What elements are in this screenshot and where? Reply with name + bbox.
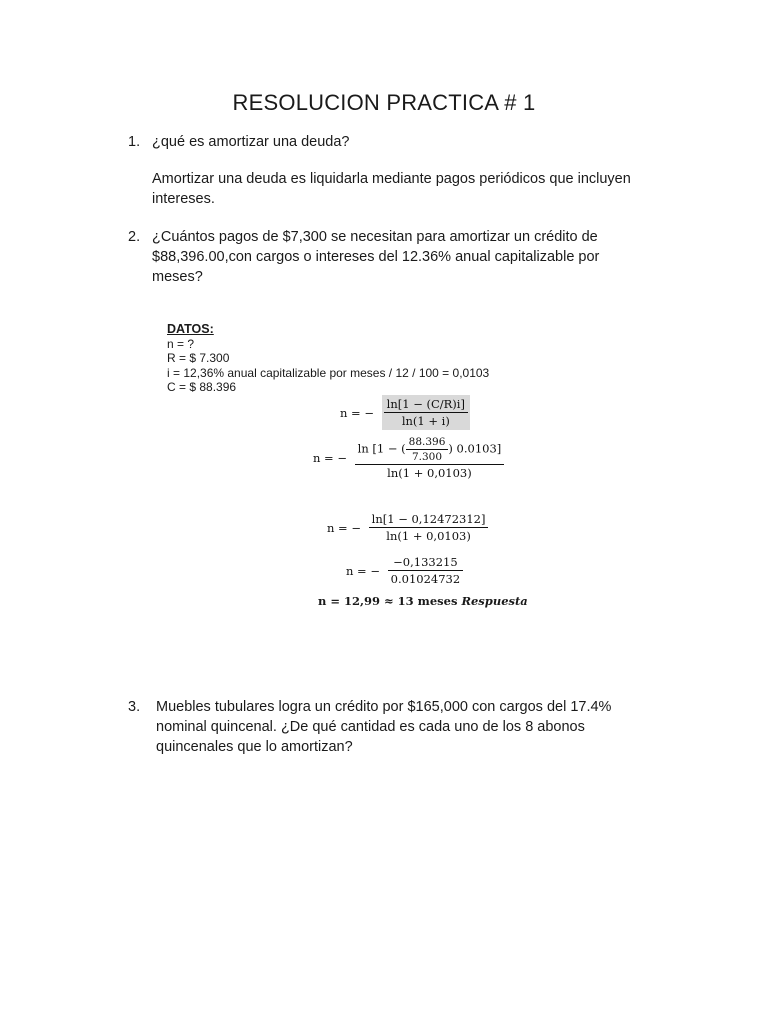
formula-step-3 xyxy=(327,512,488,543)
result-value: n = 12,99 ≈ 13 meses xyxy=(318,594,458,608)
formula-lhs: n = − xyxy=(346,563,380,578)
formula-numerator: ln[1 − 0,12472312] xyxy=(369,512,489,528)
formula-numerator: ln[1 − (C/R)i] xyxy=(384,397,468,413)
formula-numerator: −0,133215 xyxy=(388,555,464,571)
question-text: ¿Cuántos pagos de $7,300 se necesitan para amortizar un crédito de $88,396.00,con cargos o intereses del 12.36% anual capitalizable por meses? xyxy=(152,229,600,285)
question-text: Muebles tubulares logra un crédito por $165,000 con cargos del 17.4% nominal quincenal. ¿De qué cantidad es cada uno de los 8 abonos quincenales que lo amortizan? xyxy=(156,699,612,755)
datos-heading: DATOS: xyxy=(167,322,214,336)
formula-fraction xyxy=(388,555,464,586)
inner-numerator: 88.396 xyxy=(406,436,449,450)
answer-1: Amortizar una deuda es liquidarla mediante pagos periódicos que incluyen intereses. xyxy=(152,171,631,207)
result-label: Respuesta xyxy=(461,594,528,608)
page-title: RESOLUCION PRACTICA # 1 xyxy=(232,90,536,115)
formula-substituted xyxy=(313,436,504,480)
formula-fraction xyxy=(382,395,470,430)
formula-lhs: n = − xyxy=(327,520,361,535)
datos-R: R = $ 7.300 xyxy=(167,351,230,365)
numerator-prefix: ln [1 − ( xyxy=(357,441,406,456)
inner-fraction xyxy=(406,436,449,463)
question-text: ¿qué es amortizar una deuda? xyxy=(152,134,350,150)
datos-n: n = ? xyxy=(167,336,195,351)
formula-numerator xyxy=(355,436,505,465)
question-number: 3. xyxy=(128,699,141,715)
formula-lhs: n = − xyxy=(340,405,374,420)
datos-C: C = $ 88.396 xyxy=(167,380,237,394)
formula-general xyxy=(340,395,470,430)
inner-denominator: 7.300 xyxy=(411,451,443,463)
formula-denominator: ln(1 + 0,0103) xyxy=(386,529,471,543)
formula-step-4 xyxy=(346,555,463,586)
datos-i: i = 12,36% anual capitalizable por meses / 12 / 100 = 0,0103 xyxy=(167,365,490,380)
formula-lhs: n = − xyxy=(313,451,347,465)
formula-denominator: ln(1 + i) xyxy=(401,414,450,428)
formula-denominator: 0.01024732 xyxy=(390,572,461,586)
formula-fraction xyxy=(369,512,489,543)
question-number: 1. xyxy=(128,134,141,150)
datos-block xyxy=(167,322,527,395)
formula-fraction xyxy=(355,436,505,480)
formula-result xyxy=(318,594,528,608)
formula-denominator: ln(1 + 0,0103) xyxy=(387,466,472,480)
question-number: 2. xyxy=(128,229,141,245)
numerator-suffix: ) 0.0103] xyxy=(448,441,502,456)
